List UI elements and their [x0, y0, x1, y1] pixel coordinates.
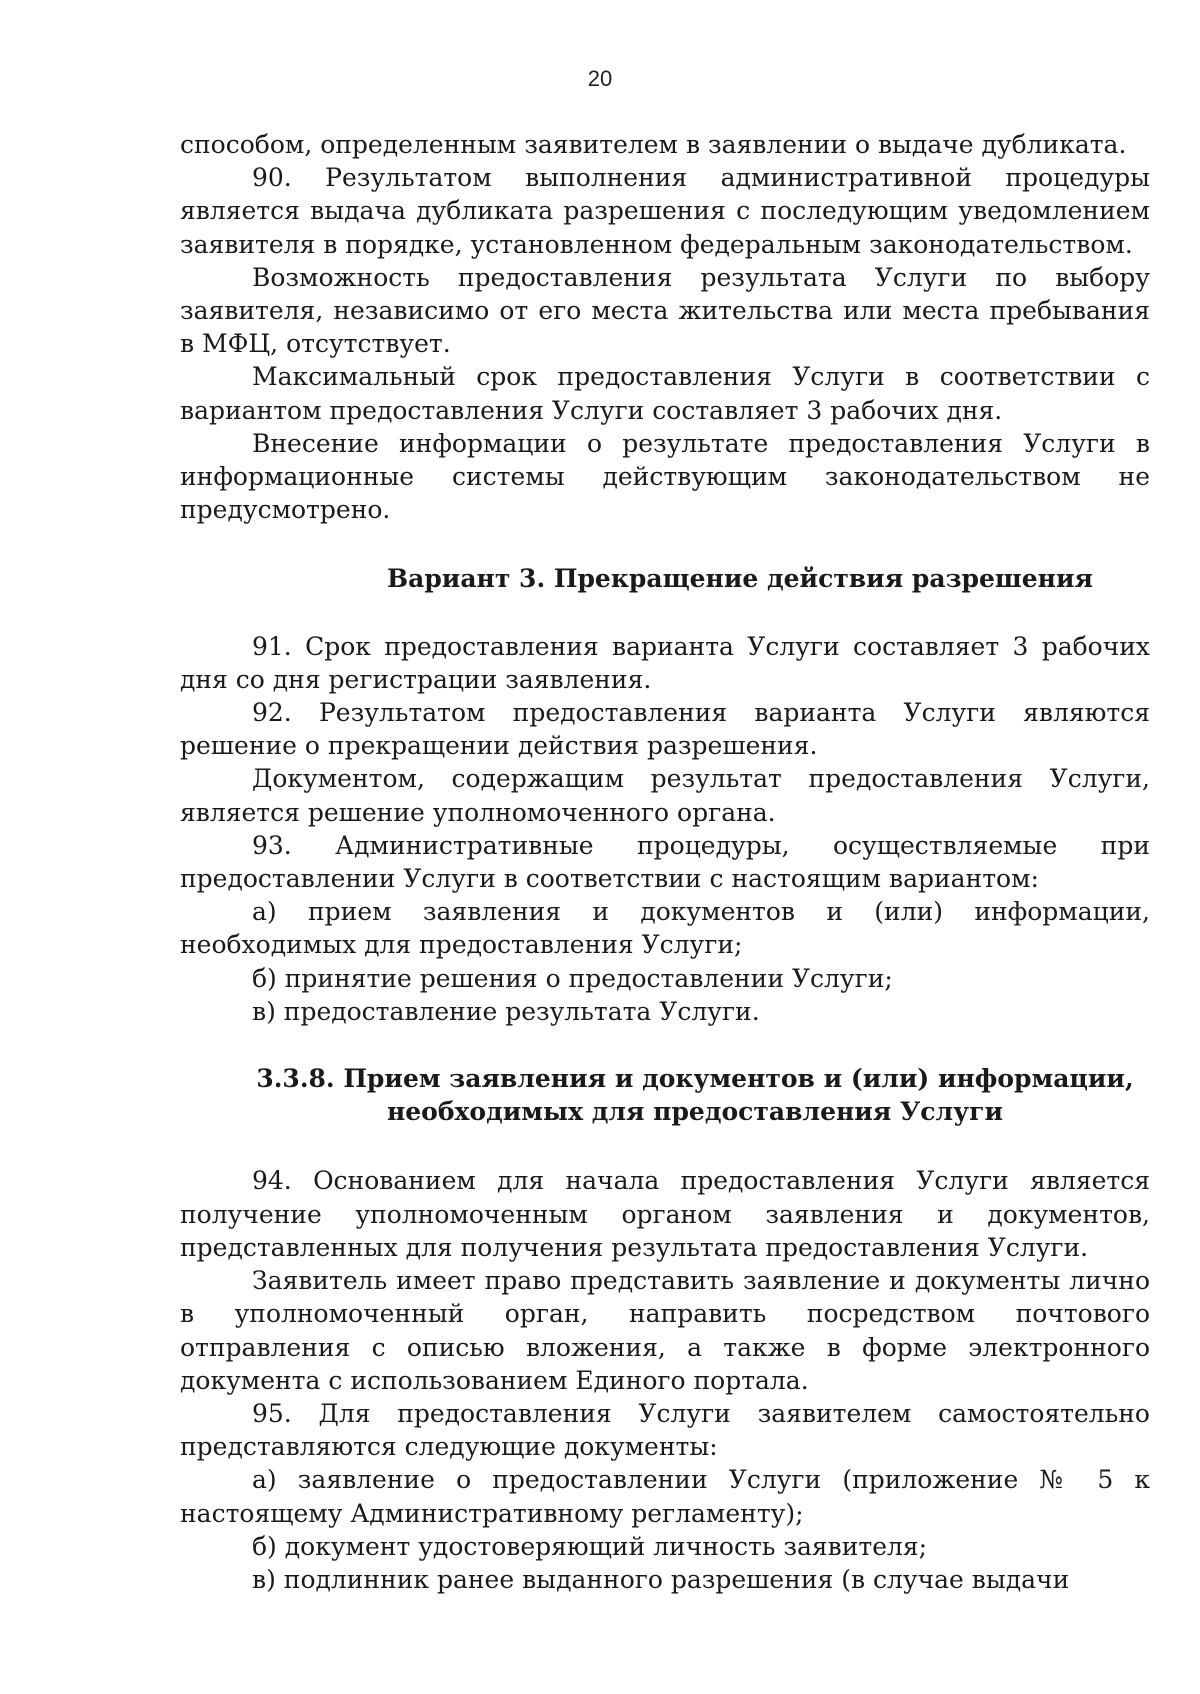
heading-variant-3: Вариант 3. Прекращение действия разрешения: [387, 564, 1093, 594]
paragraph-95: 95. Для предоставления Услуги заявителем самостоятельно представляются следующие документы:: [180, 1398, 1150, 1462]
paragraph: способом, определенным заявителем в заявлении о выдаче дубликата.: [180, 130, 1127, 159]
paragraph-92: 92. Результатом предоставления варианта Услуги являются решение о прекращении действия разрешения.: [180, 698, 1150, 761]
list-item: в) предоставление результата Услуги.: [252, 996, 760, 1026]
paragraph: Возможность предоставления результата Услуги по выбору заявителя, независимо от его места жительства или места пребывания в МФЦ, отсутствует.: [180, 262, 1150, 359]
document-body: [180, 128, 1150, 1596]
paragraph-94: 94. Основанием для начала предоставления Услуги является получение уполномоченным органом заявления и документов, представленных для получения результата предоставления Услуги.: [180, 1166, 1150, 1262]
paragraph: Внесение информации о результате предоставления Услуги в информационные системы действующим законодательством не предусмотрено.: [180, 428, 1150, 525]
page-number: 20: [587, 66, 613, 91]
list-item: а) заявление о предоставлении Услуги (приложение № 5 к настоящему Административному регламенту);: [180, 1465, 1150, 1528]
paragraph-93: 93. Административные процедуры, осуществляемые при предоставлении Услуги в соответствии с настоящим вариантом:: [180, 830, 1150, 894]
paragraph: Максимальный срок предоставления Услуги в соответствии с вариантом предоставления Услуги составляет 3 рабочих дня.: [180, 362, 1150, 425]
list-item: б) принятие решения о предоставлении Услуги;: [252, 963, 893, 993]
paragraph: Заявитель имеет право представить заявление и документы лично в уполномоченный орган, направить посредством почтового отправления с описью вложения, а также в форме электронного документа с использованием Единого портала.: [180, 1266, 1150, 1395]
paragraph-90: 90. Результатом выполнения административной процедуры является выдача дубликата разрешения с последующим уведомлением заявителя в порядке, установленном федеральным законодательством.: [180, 163, 1150, 259]
heading-section-3-3-8: [180, 1062, 1150, 1128]
paragraph-91: 91. Срок предоставления варианта Услуги составляет 3 рабочих дня со дня регистрации заявления.: [180, 631, 1150, 694]
list-item: в) подлинник ранее выданного разрешения (в случае выдачи: [252, 1564, 1070, 1594]
list-item: а) прием заявления и документов и (или) информации, необходимых для предоставления Услуги;: [180, 897, 1150, 960]
paragraph: Документом, содержащим результат предоставления Услуги, является решение уполномоченного органа.: [180, 764, 1150, 827]
list-item: б) документ удостоверяющий личность заявителя;: [252, 1531, 928, 1561]
heading-line: необходимых для предоставления Услуги: [386, 1097, 1004, 1127]
heading-line: 3.3.8. Прием заявления и документов и (или) информации,: [256, 1064, 1134, 1094]
